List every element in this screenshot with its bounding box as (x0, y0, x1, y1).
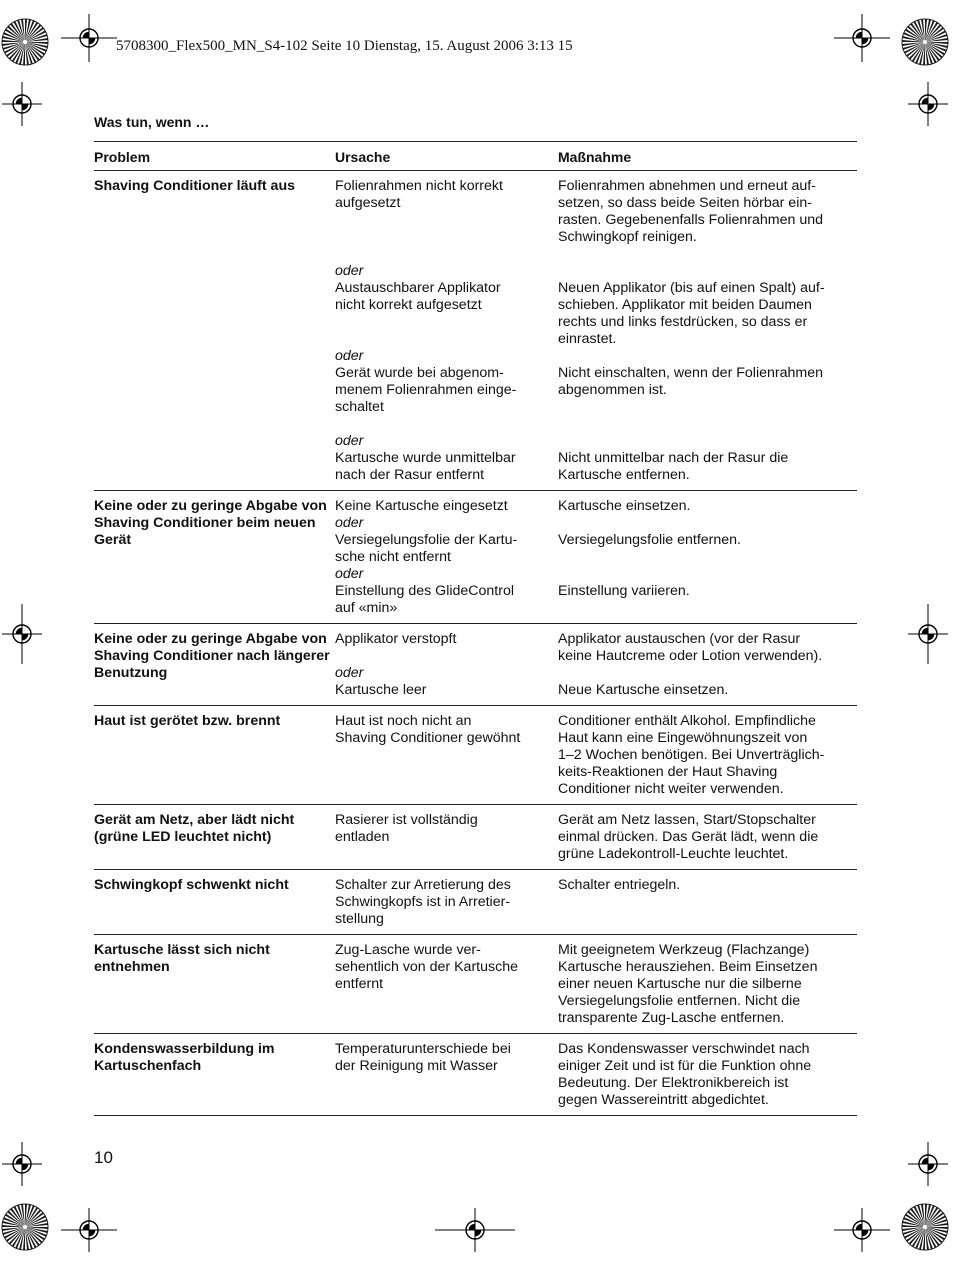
ursache-block (335, 665, 558, 699)
ursache-cell (335, 877, 558, 928)
massnahme-block (558, 178, 857, 263)
ursache-line: aufgesetzt (335, 195, 401, 211)
massnahme-cell (558, 1041, 857, 1109)
oder-connector: oder (335, 263, 364, 279)
ursache-line: Einstellung des GlideControl (335, 583, 515, 599)
problem-cell: Keine oder zu geringe Abgabe von Shaving Conditioner nach längerer Benutzung (94, 631, 330, 681)
table-row (94, 706, 857, 805)
ursache-line: nicht korrekt aufgesetzt (335, 297, 482, 313)
massnahme-block (558, 1041, 857, 1109)
massnahme-line: Versiegelungsfolie entfernen. (558, 532, 741, 548)
ursache-line (335, 314, 558, 331)
massnahme-line: einer neuen Kartusche nur die silberne (558, 976, 802, 992)
massnahme-line (558, 416, 857, 433)
ursache-line: Folienrahmen nicht korrekt (335, 178, 503, 194)
massnahme-cell (558, 812, 857, 863)
ursache-line: Versiegelungsfolie der Kartu- (335, 532, 518, 548)
oder-connector: oder (335, 348, 364, 364)
registration-crosshair-icon (2, 604, 42, 664)
massnahme-cell (558, 877, 857, 928)
massnahme-line: abgenommen ist. (558, 382, 667, 398)
massnahme-line: Einstellung variieren. (558, 583, 690, 599)
ursache-block (335, 178, 558, 263)
ursache-line: Zug-Lasche wurde ver- (335, 942, 481, 958)
ursache-line (335, 416, 558, 433)
ursache-line: Kartusche leer (335, 682, 427, 698)
massnahme-line: Folienrahmen abnehmen und erneut auf- (558, 178, 816, 194)
ursache-block (335, 498, 558, 515)
massnahme-block (558, 498, 857, 515)
table-row (94, 870, 857, 935)
massnahme-line: Schwingkopf reinigen. (558, 229, 697, 245)
ursache-block (335, 713, 558, 747)
massnahme-line: Versiegelungsfolie entfernen. Nicht die (558, 993, 801, 1009)
ursache-line (335, 229, 558, 246)
ursache-line: Austauschbarer Applikator (335, 280, 501, 296)
oder-connector: oder (335, 433, 364, 449)
oder-connector: oder (335, 566, 364, 582)
registration-crosshair-icon (834, 1208, 890, 1252)
table-header (94, 142, 857, 171)
ursache-block (335, 263, 558, 348)
ursache-line: Shaving Conditioner gewöhnt (335, 730, 521, 746)
problem-cell: Kartusche lässt sich nicht entnehmen (94, 942, 270, 975)
massnahme-line: setzen, so dass beide Seiten hörbar ein- (558, 195, 812, 211)
massnahme-line: Kartusche herausziehen. Beim Einsetzen (558, 959, 818, 975)
color-starburst-icon (901, 1203, 949, 1251)
massnahme-block (558, 348, 857, 433)
massnahme-cell (558, 178, 857, 484)
massnahme-line: Das Kondenswasser verschwindet nach (558, 1041, 810, 1057)
print-slug: 5708300_Flex500_MN_S4-102 Seite 10 Dienstag, 15. August 2006 3:13 15 (116, 38, 573, 54)
massnahme-block (558, 433, 857, 484)
massnahme-block (558, 631, 857, 665)
massnahme-line: grüne Ladekontroll-Leuchte leuchtet. (558, 846, 789, 862)
massnahme-line: Conditioner nicht weiter verwenden. (558, 781, 784, 797)
massnahme-cell (558, 498, 857, 617)
registration-crosshair-icon (61, 1208, 117, 1252)
massnahme-block (558, 665, 857, 699)
massnahme-line: Kartusche einsetzen. (558, 498, 691, 514)
massnahme-block (558, 263, 857, 348)
registration-crosshair-icon (908, 82, 948, 126)
problem-cell: Shaving Conditioner läuft aus (94, 178, 296, 194)
registration-crosshair-icon (908, 604, 948, 664)
massnahme-line: keine Hautcreme oder Lotion verwenden). (558, 648, 823, 664)
ursache-line: Schalter zur Arretierung des (335, 877, 511, 893)
table-row (94, 805, 857, 870)
massnahme-line: Gerät am Netz lassen, Start/Stopschalter (558, 812, 816, 828)
color-starburst-icon (1, 1203, 49, 1251)
massnahme-line (558, 348, 857, 365)
massnahme-line: Neuen Applikator (bis auf einen Spalt) auf- (558, 280, 825, 296)
ursache-line: sche nicht entfernt (335, 549, 451, 565)
massnahme-line: Conditioner enthält Alkohol. Empfindliche (558, 713, 816, 729)
ursache-line (335, 648, 558, 665)
ursache-block (335, 515, 558, 566)
massnahme-line: Bedeutung. Der Elektronikbereich ist (558, 1075, 789, 1091)
massnahme-line: rasten. Gegebenenfalls Folienrahmen und (558, 212, 824, 228)
column-header-ursache: Ursache (335, 148, 391, 165)
massnahme-line (558, 399, 857, 416)
problem-cell: Haut ist gerötet bzw. brennt (94, 713, 281, 729)
column-header-massnahme: Maßnahme (558, 148, 632, 165)
massnahme-cell (558, 631, 857, 699)
massnahme-line: gegen Wassereintritt abgedichtet. (558, 1092, 769, 1108)
massnahme-line (558, 600, 857, 617)
ursache-cell (335, 942, 558, 1027)
massnahme-line: einiger Zeit und ist für die Funktion ohne (558, 1058, 812, 1074)
ursache-line: Gerät wurde bei abgenom- (335, 365, 504, 381)
massnahme-block (558, 713, 857, 798)
massnahme-line: einrastet. (558, 331, 617, 347)
ursache-block (335, 1041, 558, 1075)
section-title: Was tun, wenn … (94, 114, 210, 130)
table-row (94, 491, 857, 624)
ursache-line (335, 212, 558, 229)
ursache-line: Kartusche wurde unmittelbar (335, 450, 516, 466)
massnahme-line: Applikator austauschen (vor der Rasur (558, 631, 801, 647)
massnahme-line: keits-Reaktionen der Haut Shaving (558, 764, 778, 780)
ursache-line: Haut ist noch nicht an (335, 713, 472, 729)
massnahme-line: Mit geeignetem Werkzeug (Flachzange) (558, 942, 810, 958)
ursache-line: nach der Rasur entfernt (335, 467, 485, 483)
ursache-cell (335, 1041, 558, 1109)
problem-cell: Schwingkopf schwenkt nicht (94, 877, 289, 893)
registration-crosshair-icon (908, 1142, 948, 1186)
table-row (94, 1034, 857, 1116)
massnahme-line: Kartusche entfernen. (558, 467, 690, 483)
massnahme-line: schieben. Applikator mit beiden Daumen (558, 297, 812, 313)
ursache-block (335, 566, 558, 617)
massnahme-line: Schalter entriegeln. (558, 877, 681, 893)
ursache-line: Keine Kartusche eingesetzt (335, 498, 508, 514)
ursache-line: schaltet (335, 399, 384, 415)
massnahme-line: einmal drücken. Das Gerät lädt, wenn die (558, 829, 819, 845)
table-row (94, 935, 857, 1034)
ursache-line: Temperaturunterschiede bei (335, 1041, 511, 1057)
ursache-line: stellung (335, 911, 384, 927)
massnahme-line: 1–2 Wochen benötigen. Bei Unverträglich- (558, 747, 825, 763)
problem-cell: Keine oder zu geringe Abgabe von Shaving Conditioner beim neuen Gerät (94, 498, 327, 548)
massnahme-block (558, 942, 857, 1027)
oder-connector: oder (335, 665, 364, 681)
troubleshooting-table (94, 141, 857, 1116)
page-number: 10 (94, 1148, 113, 1167)
massnahme-line: Nicht einschalten, wenn der Folienrahmen (558, 365, 823, 381)
table-row (94, 624, 857, 706)
massnahme-line: Neue Kartusche einsetzen. (558, 682, 729, 698)
massnahme-line: transparente Zug-Lasche entfernen. (558, 1010, 785, 1026)
massnahme-line (558, 433, 857, 450)
massnahme-block (558, 515, 857, 566)
ursache-line: entfernt (335, 976, 384, 992)
problem-cell: Gerät am Netz, aber lädt nicht (grüne LED leuchtet nicht) (94, 812, 295, 845)
table-row (94, 171, 857, 491)
ursache-cell (335, 498, 558, 617)
massnahme-line (558, 549, 857, 566)
registration-crosshair-icon (2, 82, 42, 126)
massnahme-cell (558, 942, 857, 1027)
ursache-block (335, 348, 558, 433)
problem-cell: Kondenswasserbildung im Kartuschenfach (94, 1041, 275, 1074)
registration-crosshair-icon (435, 1208, 515, 1252)
registration-crosshair-icon (2, 1142, 42, 1186)
ursache-line: auf «min» (335, 600, 398, 616)
color-starburst-icon (1, 18, 49, 66)
ursache-block (335, 877, 558, 928)
ursache-cell (335, 812, 558, 863)
ursache-cell (335, 713, 558, 798)
massnahme-line: rechts und links festdrücken, so dass er (558, 314, 808, 330)
oder-connector: oder (335, 515, 364, 531)
table-body (94, 171, 857, 1116)
ursache-cell (335, 178, 558, 484)
ursache-line: der Reinigung mit Wasser (335, 1058, 498, 1074)
massnahme-line (558, 263, 857, 280)
ursache-line (335, 246, 558, 263)
ursache-block (335, 812, 558, 846)
massnahme-block (558, 877, 857, 894)
massnahme-line (558, 515, 857, 532)
ursache-line (335, 331, 558, 348)
registration-crosshair-icon (61, 14, 117, 62)
ursache-cell (335, 631, 558, 699)
massnahme-line (558, 665, 857, 682)
massnahme-block (558, 812, 857, 863)
massnahme-line: Nicht unmittelbar nach der Rasur die (558, 450, 789, 466)
ursache-line: sehentlich von der Kartusche (335, 959, 518, 975)
massnahme-line: Haut kann eine Eingewöhnungszeit von (558, 730, 808, 746)
ursache-block (335, 433, 558, 484)
massnahme-line (558, 566, 857, 583)
massnahme-cell (558, 713, 857, 798)
color-starburst-icon (901, 18, 949, 66)
ursache-line: Schwingkopfs ist in Arretier- (335, 894, 511, 910)
ursache-line: menem Folienrahmen einge- (335, 382, 517, 398)
ursache-line: Applikator verstopft (335, 631, 457, 647)
ursache-line: entladen (335, 829, 390, 845)
massnahme-line (558, 246, 857, 263)
column-header-problem: Problem (94, 148, 151, 165)
massnahme-block (558, 566, 857, 617)
ursache-block (335, 631, 558, 665)
registration-crosshair-icon (834, 14, 890, 62)
ursache-line: Rasierer ist vollständig (335, 812, 478, 828)
ursache-block (335, 942, 558, 993)
